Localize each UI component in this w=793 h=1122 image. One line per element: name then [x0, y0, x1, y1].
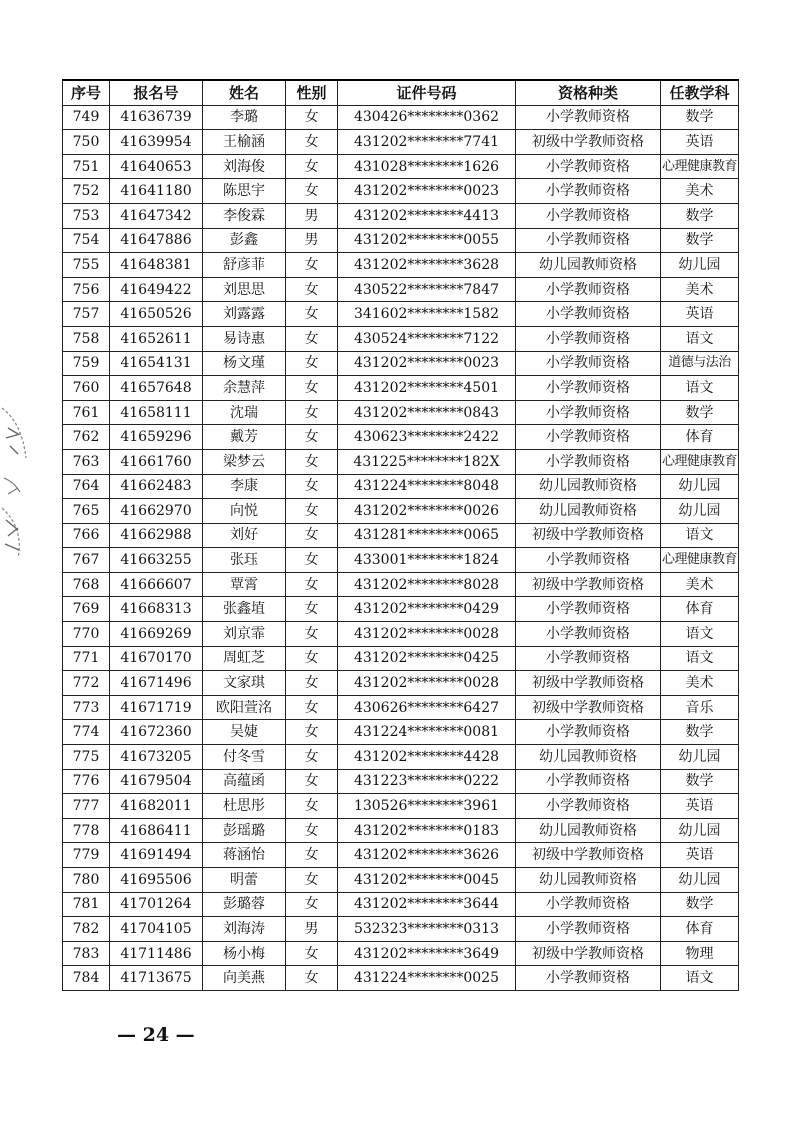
cell-id-no: 431224********0081: [338, 720, 516, 745]
cell-cert-type: 小学教师资格: [516, 794, 661, 819]
cell-reg-no: 41704105: [110, 917, 203, 942]
cell-cert-type: 小学教师资格: [516, 769, 661, 794]
cell-reg-no: 41691494: [110, 843, 203, 868]
cell-subject: 语文: [661, 966, 739, 991]
cell-cert-type: 幼儿园教师资格: [516, 818, 661, 843]
cell-reg-no: 41641180: [110, 179, 203, 204]
cell-subject: 数学: [661, 892, 739, 917]
cell-name: 吴婕: [203, 720, 286, 745]
cell-reg-no: 41649422: [110, 277, 203, 302]
cell-id-no: 431202********0045: [338, 868, 516, 893]
cell-cert-type: 小学教师资格: [516, 548, 661, 573]
cell-subject: 语文: [661, 622, 739, 647]
cell-gender: 女: [286, 326, 338, 351]
cell-id-no: 430626********6427: [338, 695, 516, 720]
table-row: [63, 449, 739, 474]
cell-subject: 数学: [661, 203, 739, 228]
cell-reg-no: 41662483: [110, 474, 203, 499]
cell-reg-no: 41671496: [110, 671, 203, 696]
cell-seq: 751: [63, 154, 110, 179]
cell-subject: 英语: [661, 302, 739, 327]
cell-id-no: 431202********7741: [338, 130, 516, 155]
cell-gender: 男: [286, 917, 338, 942]
cell-name: 明蕾: [203, 868, 286, 893]
cell-gender: 女: [286, 449, 338, 474]
cell-seq: 757: [63, 302, 110, 327]
table-row: [63, 376, 739, 401]
cell-cert-type: 小学教师资格: [516, 302, 661, 327]
cell-seq: 758: [63, 326, 110, 351]
cell-reg-no: 41658111: [110, 400, 203, 425]
cell-gender: 女: [286, 253, 338, 278]
cell-seq: 779: [63, 843, 110, 868]
header-name: 姓名: [203, 80, 286, 105]
cell-name: 刘露露: [203, 302, 286, 327]
cell-name: 张鑫埴: [203, 597, 286, 622]
cell-gender: 女: [286, 597, 338, 622]
cell-subject: 美术: [661, 572, 739, 597]
cell-reg-no: 41669269: [110, 622, 203, 647]
cell-seq: 777: [63, 794, 110, 819]
cell-id-no: 431202********4413: [338, 203, 516, 228]
cell-subject: 幼儿园: [661, 253, 739, 278]
cell-id-no: 430426********0362: [338, 105, 516, 130]
cell-name: 付冬雪: [203, 745, 286, 770]
cell-gender: 女: [286, 425, 338, 450]
cell-reg-no: 41679504: [110, 769, 203, 794]
cell-gender: 女: [286, 376, 338, 401]
cell-cert-type: 小学教师资格: [516, 228, 661, 253]
cell-seq: 775: [63, 745, 110, 770]
cell-gender: 女: [286, 794, 338, 819]
cell-seq: 780: [63, 868, 110, 893]
cell-gender: 女: [286, 622, 338, 647]
table-row: [63, 695, 739, 720]
cell-reg-no: 41711486: [110, 941, 203, 966]
cell-cert-type: 小学教师资格: [516, 449, 661, 474]
cell-name: 刘海俊: [203, 154, 286, 179]
candidate-table: [62, 79, 739, 991]
table-row: [63, 277, 739, 302]
cell-seq: 756: [63, 277, 110, 302]
cell-id-no: 431202********0429: [338, 597, 516, 622]
table-row: [63, 548, 739, 573]
cell-name: 刘好: [203, 523, 286, 548]
cell-reg-no: 41673205: [110, 745, 203, 770]
cell-id-no: 430522********7847: [338, 277, 516, 302]
cell-seq: 754: [63, 228, 110, 253]
cell-name: 梁梦云: [203, 449, 286, 474]
cell-subject: 语文: [661, 376, 739, 401]
table-row: [63, 351, 739, 376]
cell-subject: 数学: [661, 769, 739, 794]
cell-id-no: 431202********0023: [338, 179, 516, 204]
cell-subject: 英语: [661, 794, 739, 819]
cell-name: 蒋涵怡: [203, 843, 286, 868]
cell-gender: 女: [286, 843, 338, 868]
cell-cert-type: 小学教师资格: [516, 179, 661, 204]
cell-id-no: 431202********0425: [338, 646, 516, 671]
cell-gender: 女: [286, 302, 338, 327]
cell-name: 余慧萍: [203, 376, 286, 401]
cell-seq: 755: [63, 253, 110, 278]
cell-gender: 女: [286, 818, 338, 843]
table-row: [63, 917, 739, 942]
table-row: [63, 892, 739, 917]
cell-id-no: 431223********0222: [338, 769, 516, 794]
cell-seq: 750: [63, 130, 110, 155]
seal-stamp-fragment: [0, 398, 40, 568]
cell-reg-no: 41672360: [110, 720, 203, 745]
cell-name: 刘海涛: [203, 917, 286, 942]
cell-subject: 幼儿园: [661, 745, 739, 770]
cell-subject: 幼儿园: [661, 868, 739, 893]
table-row: [63, 941, 739, 966]
header-reg-no: 报名号: [110, 80, 203, 105]
cell-cert-type: 小学教师资格: [516, 154, 661, 179]
cell-id-no: 341602********1582: [338, 302, 516, 327]
cell-seq: 768: [63, 572, 110, 597]
cell-gender: 男: [286, 228, 338, 253]
cell-seq: 766: [63, 523, 110, 548]
table-row: [63, 646, 739, 671]
cell-seq: 752: [63, 179, 110, 204]
cell-reg-no: 41695506: [110, 868, 203, 893]
cell-cert-type: 初级中学教师资格: [516, 671, 661, 696]
cell-reg-no: 41647342: [110, 203, 203, 228]
cell-id-no: 431225********182X: [338, 449, 516, 474]
cell-seq: 765: [63, 499, 110, 524]
cell-gender: 女: [286, 130, 338, 155]
cell-id-no: 532323********0313: [338, 917, 516, 942]
table-row: [63, 302, 739, 327]
cell-id-no: 431202********0843: [338, 400, 516, 425]
cell-name: 张珏: [203, 548, 286, 573]
cell-cert-type: 初级中学教师资格: [516, 523, 661, 548]
cell-cert-type: 初级中学教师资格: [516, 695, 661, 720]
cell-subject: 语文: [661, 326, 739, 351]
table-row: [63, 572, 739, 597]
table-row: [63, 720, 739, 745]
cell-seq: 782: [63, 917, 110, 942]
table-row: [63, 253, 739, 278]
cell-seq: 772: [63, 671, 110, 696]
cell-seq: 749: [63, 105, 110, 130]
cell-cert-type: 小学教师资格: [516, 376, 661, 401]
cell-id-no: 431224********0025: [338, 966, 516, 991]
cell-reg-no: 41648381: [110, 253, 203, 278]
cell-gender: 女: [286, 572, 338, 597]
cell-reg-no: 41647886: [110, 228, 203, 253]
cell-subject: 数学: [661, 228, 739, 253]
cell-seq: 759: [63, 351, 110, 376]
cell-seq: 761: [63, 400, 110, 425]
cell-name: 向悦: [203, 499, 286, 524]
cell-subject: 数学: [661, 720, 739, 745]
cell-subject: 心理健康教育: [661, 548, 739, 573]
cell-id-no: 130526********3961: [338, 794, 516, 819]
cell-seq: 774: [63, 720, 110, 745]
cell-cert-type: 小学教师资格: [516, 203, 661, 228]
cell-subject: 数学: [661, 400, 739, 425]
table-row: [63, 597, 739, 622]
cell-name: 覃霄: [203, 572, 286, 597]
cell-name: 欧阳萱洺: [203, 695, 286, 720]
cell-gender: 女: [286, 277, 338, 302]
cell-subject: 英语: [661, 130, 739, 155]
cell-reg-no: 41701264: [110, 892, 203, 917]
cell-reg-no: 41668313: [110, 597, 203, 622]
cell-id-no: 431202********3644: [338, 892, 516, 917]
cell-subject: 心理健康教育: [661, 449, 739, 474]
table-row: [63, 326, 739, 351]
cell-cert-type: 初级中学教师资格: [516, 843, 661, 868]
cell-id-no: 431202********3628: [338, 253, 516, 278]
cell-name: 王榆涵: [203, 130, 286, 155]
cell-name: 彭瑶璐: [203, 818, 286, 843]
cell-name: 舒彦菲: [203, 253, 286, 278]
cell-seq: 776: [63, 769, 110, 794]
cell-name: 高蕴函: [203, 769, 286, 794]
cell-gender: 女: [286, 745, 338, 770]
cell-cert-type: 小学教师资格: [516, 105, 661, 130]
table-row: [63, 818, 739, 843]
cell-gender: 女: [286, 179, 338, 204]
cell-id-no: 431202********4428: [338, 745, 516, 770]
table-row: [63, 499, 739, 524]
cell-id-no: 431202********0028: [338, 671, 516, 696]
cell-name: 沈瑞: [203, 400, 286, 425]
cell-seq: 770: [63, 622, 110, 647]
cell-name: 文家琪: [203, 671, 286, 696]
cell-name: 易诗惠: [203, 326, 286, 351]
cell-cert-type: 小学教师资格: [516, 892, 661, 917]
cell-name: 刘思思: [203, 277, 286, 302]
cell-gender: 女: [286, 646, 338, 671]
cell-id-no: 431202********0055: [338, 228, 516, 253]
cell-id-no: 431224********8048: [338, 474, 516, 499]
cell-subject: 音乐: [661, 695, 739, 720]
header-cert-type: 资格种类: [516, 80, 661, 105]
cell-seq: 778: [63, 818, 110, 843]
cell-cert-type: 小学教师资格: [516, 622, 661, 647]
cell-seq: 781: [63, 892, 110, 917]
header-subject: 任教学科: [661, 80, 739, 105]
cell-subject: 语文: [661, 646, 739, 671]
cell-id-no: 431281********0065: [338, 523, 516, 548]
cell-seq: 760: [63, 376, 110, 401]
cell-gender: 女: [286, 105, 338, 130]
cell-gender: 女: [286, 351, 338, 376]
cell-name: 向美燕: [203, 966, 286, 991]
cell-reg-no: 41686411: [110, 818, 203, 843]
cell-subject: 体育: [661, 917, 739, 942]
cell-seq: 753: [63, 203, 110, 228]
cell-subject: 美术: [661, 671, 739, 696]
cell-name: 戴芳: [203, 425, 286, 450]
cell-name: 彭璐蓉: [203, 892, 286, 917]
cell-cert-type: 小学教师资格: [516, 400, 661, 425]
cell-cert-type: 初级中学教师资格: [516, 130, 661, 155]
cell-seq: 764: [63, 474, 110, 499]
cell-reg-no: 41639954: [110, 130, 203, 155]
cell-id-no: 433001********1824: [338, 548, 516, 573]
cell-subject: 体育: [661, 425, 739, 450]
cell-seq: 783: [63, 941, 110, 966]
table-row: [63, 843, 739, 868]
cell-cert-type: 小学教师资格: [516, 597, 661, 622]
cell-cert-type: 小学教师资格: [516, 277, 661, 302]
cell-reg-no: 41662988: [110, 523, 203, 548]
table-row: [63, 154, 739, 179]
table-row: [63, 130, 739, 155]
cell-cert-type: 小学教师资格: [516, 720, 661, 745]
cell-reg-no: 41662970: [110, 499, 203, 524]
cell-seq: 763: [63, 449, 110, 474]
cell-cert-type: 初级中学教师资格: [516, 572, 661, 597]
cell-cert-type: 小学教师资格: [516, 646, 661, 671]
cell-subject: 幼儿园: [661, 818, 739, 843]
cell-subject: 英语: [661, 843, 739, 868]
cell-reg-no: 41682011: [110, 794, 203, 819]
table-row: [63, 474, 739, 499]
cell-subject: 体育: [661, 597, 739, 622]
cell-reg-no: 41650526: [110, 302, 203, 327]
cell-gender: 女: [286, 695, 338, 720]
cell-gender: 女: [286, 474, 338, 499]
table-row: [63, 523, 739, 548]
cell-id-no: 431202********3626: [338, 843, 516, 868]
table-row: [63, 622, 739, 647]
cell-id-no: 431202********0028: [338, 622, 516, 647]
cell-cert-type: 小学教师资格: [516, 326, 661, 351]
cell-reg-no: 41652611: [110, 326, 203, 351]
table-row: [63, 868, 739, 893]
cell-gender: 男: [286, 203, 338, 228]
table-row: [63, 400, 739, 425]
cell-reg-no: 41654131: [110, 351, 203, 376]
table-row: [63, 794, 739, 819]
cell-reg-no: 41661760: [110, 449, 203, 474]
table-row: [63, 745, 739, 770]
cell-subject: 幼儿园: [661, 499, 739, 524]
cell-id-no: 430524********7122: [338, 326, 516, 351]
cell-gender: 女: [286, 868, 338, 893]
cell-name: 周虹芝: [203, 646, 286, 671]
cell-reg-no: 41640653: [110, 154, 203, 179]
cell-gender: 女: [286, 892, 338, 917]
cell-seq: 773: [63, 695, 110, 720]
table-row: [63, 966, 739, 991]
cell-subject: 数学: [661, 105, 739, 130]
table-row: [63, 671, 739, 696]
cell-seq: 771: [63, 646, 110, 671]
cell-seq: 767: [63, 548, 110, 573]
cell-id-no: 431202********3649: [338, 941, 516, 966]
cell-gender: 女: [286, 769, 338, 794]
cell-cert-type: 幼儿园教师资格: [516, 253, 661, 278]
cell-id-no: 431202********4501: [338, 376, 516, 401]
cell-reg-no: 41666607: [110, 572, 203, 597]
cell-name: 李璐: [203, 105, 286, 130]
cell-cert-type: 幼儿园教师资格: [516, 499, 661, 524]
cell-gender: 女: [286, 499, 338, 524]
cell-gender: 女: [286, 523, 338, 548]
cell-gender: 女: [286, 671, 338, 696]
cell-subject: 物理: [661, 941, 739, 966]
table-row: [63, 203, 739, 228]
cell-reg-no: 41670170: [110, 646, 203, 671]
cell-subject: 幼儿园: [661, 474, 739, 499]
table-row: [63, 105, 739, 130]
cell-cert-type: 初级中学教师资格: [516, 941, 661, 966]
cell-id-no: 431202********0026: [338, 499, 516, 524]
cell-seq: 769: [63, 597, 110, 622]
cell-reg-no: 41663255: [110, 548, 203, 573]
cell-seq: 784: [63, 966, 110, 991]
cell-gender: 女: [286, 154, 338, 179]
cell-reg-no: 41713675: [110, 966, 203, 991]
cell-reg-no: 41659296: [110, 425, 203, 450]
cell-gender: 女: [286, 720, 338, 745]
cell-id-no: 431028********1626: [338, 154, 516, 179]
cell-name: 李俊霖: [203, 203, 286, 228]
cell-name: 李康: [203, 474, 286, 499]
cell-subject: 美术: [661, 179, 739, 204]
cell-cert-type: 小学教师资格: [516, 351, 661, 376]
cell-name: 陈思宇: [203, 179, 286, 204]
cell-name: 杜思彤: [203, 794, 286, 819]
cell-name: 杨文瑾: [203, 351, 286, 376]
cell-reg-no: 41657648: [110, 376, 203, 401]
cell-cert-type: 小学教师资格: [516, 917, 661, 942]
header-seq: 序号: [63, 80, 110, 105]
cell-id-no: 431202********8028: [338, 572, 516, 597]
cell-name: 彭鑫: [203, 228, 286, 253]
header-gender: 性别: [286, 80, 338, 105]
cell-subject: 道德与法治: [661, 351, 739, 376]
table-header-row: [63, 80, 739, 105]
cell-id-no: 430623********2422: [338, 425, 516, 450]
table-row: [63, 228, 739, 253]
table-row: [63, 179, 739, 204]
cell-gender: 女: [286, 548, 338, 573]
cell-cert-type: 幼儿园教师资格: [516, 868, 661, 893]
table-row: [63, 769, 739, 794]
cell-cert-type: 幼儿园教师资格: [516, 745, 661, 770]
cell-gender: 女: [286, 400, 338, 425]
cell-id-no: 431202********0183: [338, 818, 516, 843]
cell-name: 刘京霏: [203, 622, 286, 647]
page-number: — 24 —: [117, 1024, 195, 1046]
cell-seq: 762: [63, 425, 110, 450]
header-id-no: 证件号码: [338, 80, 516, 105]
cell-cert-type: 幼儿园教师资格: [516, 474, 661, 499]
cell-reg-no: 41671719: [110, 695, 203, 720]
cell-subject: 心理健康教育: [661, 154, 739, 179]
cell-reg-no: 41636739: [110, 105, 203, 130]
cell-id-no: 431202********0023: [338, 351, 516, 376]
cell-subject: 语文: [661, 523, 739, 548]
cell-subject: 美术: [661, 277, 739, 302]
cell-name: 杨小梅: [203, 941, 286, 966]
cell-gender: 女: [286, 966, 338, 991]
cell-gender: 女: [286, 941, 338, 966]
table-row: [63, 425, 739, 450]
cell-cert-type: 小学教师资格: [516, 966, 661, 991]
cell-cert-type: 小学教师资格: [516, 425, 661, 450]
